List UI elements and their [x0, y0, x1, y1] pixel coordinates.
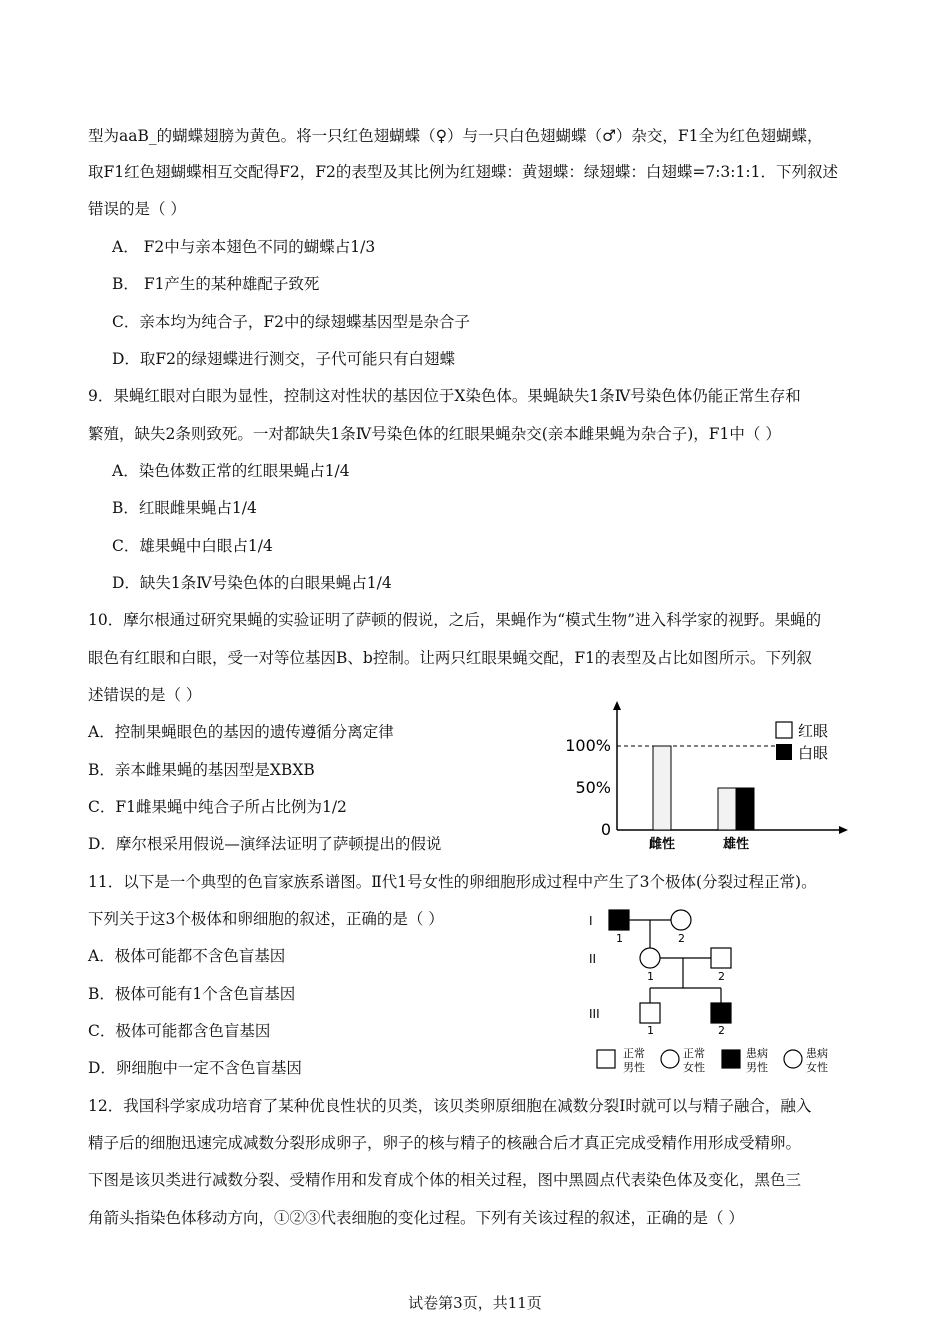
color-blindness-pedigree — [585, 900, 850, 1080]
q9-line-1: 9．果蝇红眼对白眼为显性，控制这对性状的基因位于X染色体。果蝇缺失1条Ⅳ号染色体仍能正常生存和 — [88, 387, 801, 405]
q10-option-d[interactable]: D．摩尔根采用假说—演绎法证明了萨顿提出的假说 — [88, 835, 442, 853]
num-3-2: 2 — [718, 1024, 725, 1037]
y-tick-label: 50% — [575, 778, 611, 797]
q11-line-2: 下列关于这3个极体和卵细胞的叙述，正确的是（ ） — [88, 910, 444, 928]
x-category-label: 雄性 — [722, 837, 750, 852]
legend-affected-male-1: 患病 — [746, 1047, 768, 1060]
gen2-male-normal — [711, 948, 731, 968]
q8-option-d[interactable]: D．取F2的绿翅蝶进行测交，子代可能只有白翅蝶 — [112, 350, 456, 368]
q8-line-3: 错误的是（ ） — [88, 200, 186, 218]
gen-label-i: I — [589, 914, 593, 928]
legend-affected-female-2: 女性 — [806, 1061, 828, 1074]
gen1-male-affected — [609, 910, 629, 930]
chart-legend — [776, 722, 828, 762]
q10-option-c[interactable]: C．F1雌果蝇中纯合子所占比例为1/2 — [88, 798, 347, 816]
bar-雌性-红眼 — [653, 746, 671, 830]
q12-line-2: 精子后的细胞迅速完成减数分裂形成卵子，卵子的核与精子的核融合后才真正完成受精作用形成受精卵。 — [88, 1134, 802, 1152]
q8-line-2: 取F1红色翅蝴蝶相互交配得F2，F2的表型及其比例为红翅蝶：黄翅蝶：绿翅蝶：白翅蝶=7:3:1:1．下列叙述 — [88, 163, 838, 181]
q10-line-1: 10．摩尔根通过研究果蝇的实验证明了萨顿的假说，之后，果蝇作为“模式生物”进入科学家的视野。果蝇的 — [88, 611, 822, 629]
q9-option-a[interactable]: A．染色体数正常的红眼果蝇占1/4 — [112, 462, 350, 480]
bar-雄性-白眼 — [736, 788, 754, 830]
gen3-male-normal — [640, 1003, 660, 1023]
q10-option-b[interactable]: B．亲本雌果蝇的基因型是XBXB — [88, 761, 315, 779]
num-1-2: 2 — [678, 932, 685, 945]
legend-affected-female-1: 患病 — [806, 1047, 828, 1060]
bar-雄性-红眼 — [718, 788, 736, 830]
num-1-1: 1 — [616, 932, 623, 945]
legend-label-red-eye: 红眼 — [798, 722, 829, 740]
y-tick-label: 0 — [600, 820, 611, 839]
q11-option-d[interactable]: D．卵细胞中一定不含色盲基因 — [88, 1059, 302, 1077]
legend-label-white-eye: 白眼 — [798, 744, 829, 762]
legend-normal-male-1: 正常 — [623, 1047, 645, 1060]
y-axis-arrow — [613, 701, 621, 710]
q8-line-1: 型为aaB_的蝴蝶翅膀为黄色。将一只红色翅蝴蝶（♀）与一只白色翅蝴蝶（♂）杂交，F1全为红色翅蝴蝶， — [88, 127, 823, 145]
q9-option-d[interactable]: D．缺失1条Ⅳ号染色体的白眼果蝇占1/4 — [112, 574, 392, 592]
q11-line-1: 11．以下是一个典型的色盲家族系谱图。Ⅱ代1号女性的卵细胞形成过程中产生了3个极体(分裂过程正常)。 — [88, 873, 817, 891]
x-category-label: 雌性 — [648, 837, 676, 852]
gen2-female-normal — [640, 948, 660, 968]
legend-normal-female-1: 正常 — [683, 1047, 705, 1060]
q8-option-c[interactable]: C．亲本均为纯合子，F2中的绿翅蝶基因型是杂合子 — [112, 313, 470, 331]
q9-option-c[interactable]: C．雄果蝇中白眼占1/4 — [112, 537, 273, 555]
q12-line-1: 12．我国科学家成功培育了某种优良性状的贝类，该贝类卵原细胞在减数分裂Ⅰ时就可以与精子融合，融入 — [88, 1097, 812, 1115]
legend-swatch-white-eye — [776, 744, 792, 760]
q12-line-4: 角箭头指染色体移动方向，①②③代表细胞的变化过程。下列有关该过程的叙述，正确的是（ ） — [88, 1209, 744, 1227]
num-2-1: 1 — [647, 970, 654, 983]
q11-option-c[interactable]: C．极体可能都含色盲基因 — [88, 1022, 271, 1040]
x-axis-arrow — [839, 826, 848, 834]
y-tick-label: 100% — [565, 736, 611, 755]
q10-line-2: 眼色有红眼和白眼，受一对等位基因B、b控制。让两只红眼果蝇交配，F1的表型及占比如图所示。下列叙 — [88, 649, 812, 667]
q8-option-a[interactable]: A． F2中与亲本翅色不同的蝴蝶占1/3 — [112, 238, 376, 256]
gen3-male-affected — [711, 1003, 731, 1023]
gen-label-iii: III — [589, 1007, 600, 1021]
q9-option-b[interactable]: B．红眼雌果蝇占1/4 — [112, 499, 257, 517]
q8-option-b[interactable]: B． F1产生的某种雄配子致死 — [112, 275, 320, 293]
legend-affected-male-2: 男性 — [746, 1061, 768, 1074]
gen1-female-normal — [671, 910, 691, 930]
q9-line-2: 繁殖，缺失2条则致死。一对都缺失1条Ⅳ号染色体的红眼果蝇杂交(亲本雌果蝇为杂合子)，F1中（ ） — [88, 425, 781, 443]
q11-option-a[interactable]: A．极体可能都不含色盲基因 — [88, 947, 286, 965]
page-footer: 试卷第3页，共11页 — [408, 1294, 542, 1312]
legend-normal-male-2: 男性 — [623, 1061, 645, 1074]
q10-line-3: 述错误的是（ ） — [88, 686, 202, 704]
num-2-2: 2 — [718, 970, 725, 983]
gen-label-ii: II — [589, 952, 597, 966]
eye-color-bar-chart — [560, 700, 860, 860]
q12-line-3: 下图是该贝类进行减数分裂、受精作用和发育成个体的相关过程，图中黑圆点代表染色体及变化，黑色三 — [88, 1171, 802, 1189]
q10-option-a[interactable]: A．控制果蝇眼色的基因的遗传遵循分离定律 — [88, 723, 394, 741]
legend-swatch-red-eye — [776, 722, 792, 738]
q11-option-b[interactable]: B．极体可能有1个含色盲基因 — [88, 985, 296, 1003]
legend-normal-female-2: 女性 — [683, 1061, 705, 1074]
num-3-1: 1 — [647, 1024, 654, 1037]
